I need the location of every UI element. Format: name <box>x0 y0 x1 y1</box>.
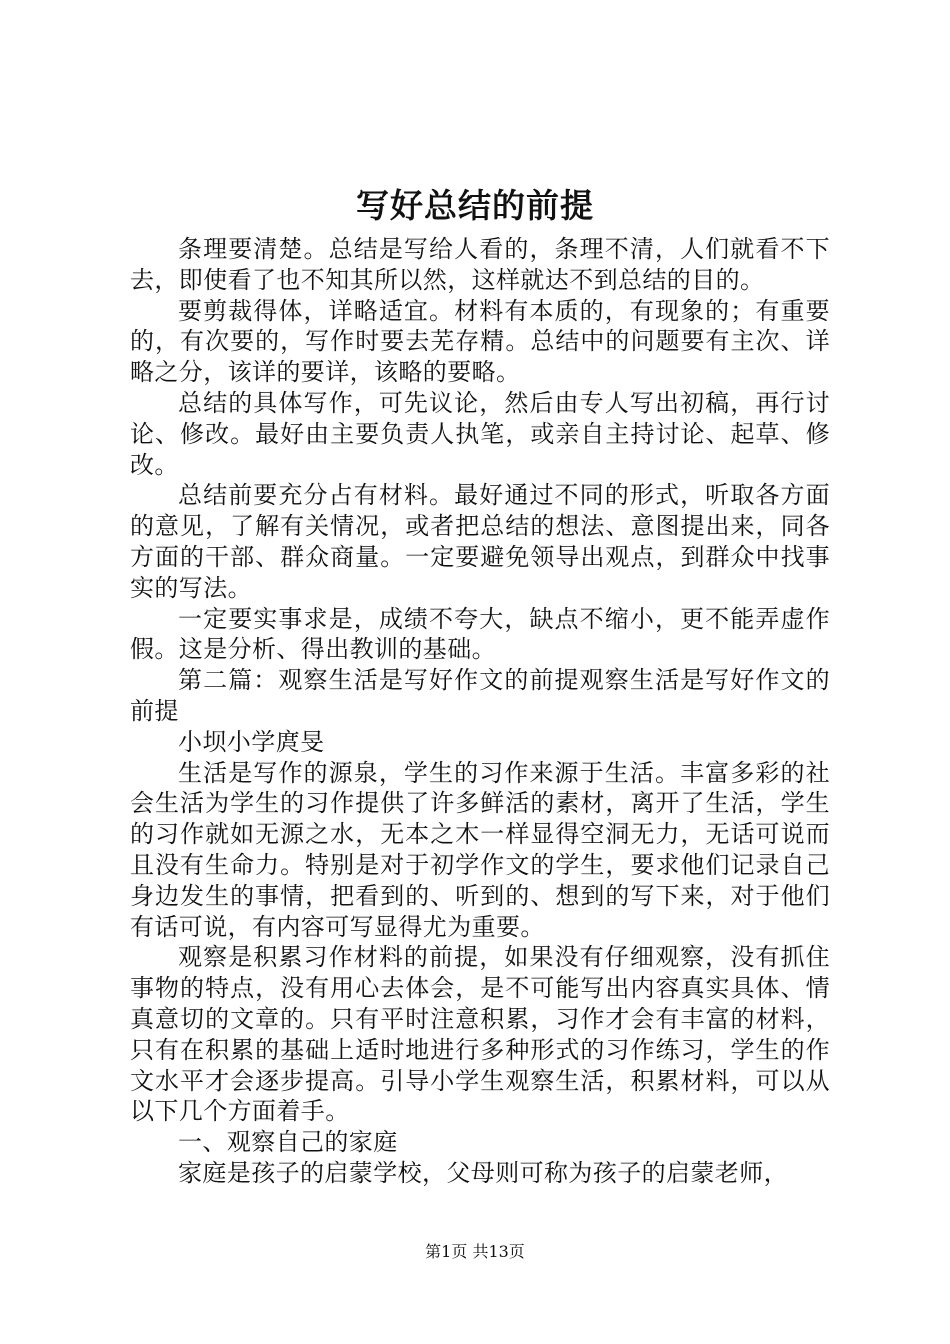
paragraph: 一定要实事求是，成绩不夸大，缺点不缩小，更不能弄虚作假。这是分析、得出教训的基础。 <box>130 604 830 664</box>
paragraph: 条理要清楚。总结是写给人看的，条理不清，人们就看不下去，即使看了也不知其所以然，这样就达不到总结的目的。 <box>130 235 830 294</box>
document-body <box>130 234 830 1189</box>
section-heading: 第二篇：观察生活是写好作文的前提观察生活是写好作文的前提 <box>130 666 830 725</box>
paragraph: 要剪裁得体，详略适宜。材料有本质的，有现象的；有重要的，有次要的，写作时要去芜存精。总结中的问题要有主次、详略之分，该详的要详，该略的要略。 <box>130 296 830 387</box>
paragraph: 观察是积累习作材料的前提，如果没有仔细观察，没有抓住事物的特点，没有用心去体会，是不可能写出内容真实具体、情真意切的文章的。只有平时注意积累，习作才会有丰富的材料，只有在积累的基础上适时地进行多种形式的习作练习，学生的作文水平才会逐步提高。引导小学生观察生活，积累材料，可以从以下几个方面着手。 <box>130 943 830 1126</box>
paragraph: 总结前要充分占有材料。最好通过不同的形式，听取各方面的意见，了解有关情况，或者把总结的想法、意图提出来，同各方面的干部、群众商量。一定要避免领导出观点，到群众中找事实的写法。 <box>130 481 830 602</box>
page-number-footer: 第1页 共13页 <box>425 1242 525 1261</box>
author-line: 小坝小学庹旻 <box>178 727 325 756</box>
paragraph: 总结的具体写作，可先议论，然后由专人写出初稿，再行讨论、修改。最好由主要负责人执笔，或亲自主持讨论、起草、修改。 <box>130 388 830 479</box>
paragraph: 家庭是孩子的启蒙学校，父母则可称为孩子的启蒙老师， <box>178 1158 788 1187</box>
subsection-heading: 一、观察自己的家庭 <box>178 1128 398 1157</box>
paragraph: 生活是写作的源泉，学生的习作来源于生活。丰富多彩的社会生活为学生的习作提供了许多鲜活的素材，离开了生活，学生的习作就如无源之水，无本之木一样显得空洞无力，无话可说而且没有生命力。特别是对于初学作文的学生，要求他们记录自己身边发生的事情，把看到的、听到的、想到的写下来，对于他们有话可说，有内容可写显得尤为重要。 <box>130 758 830 941</box>
document-title: 写好总结的前提 <box>356 186 594 225</box>
